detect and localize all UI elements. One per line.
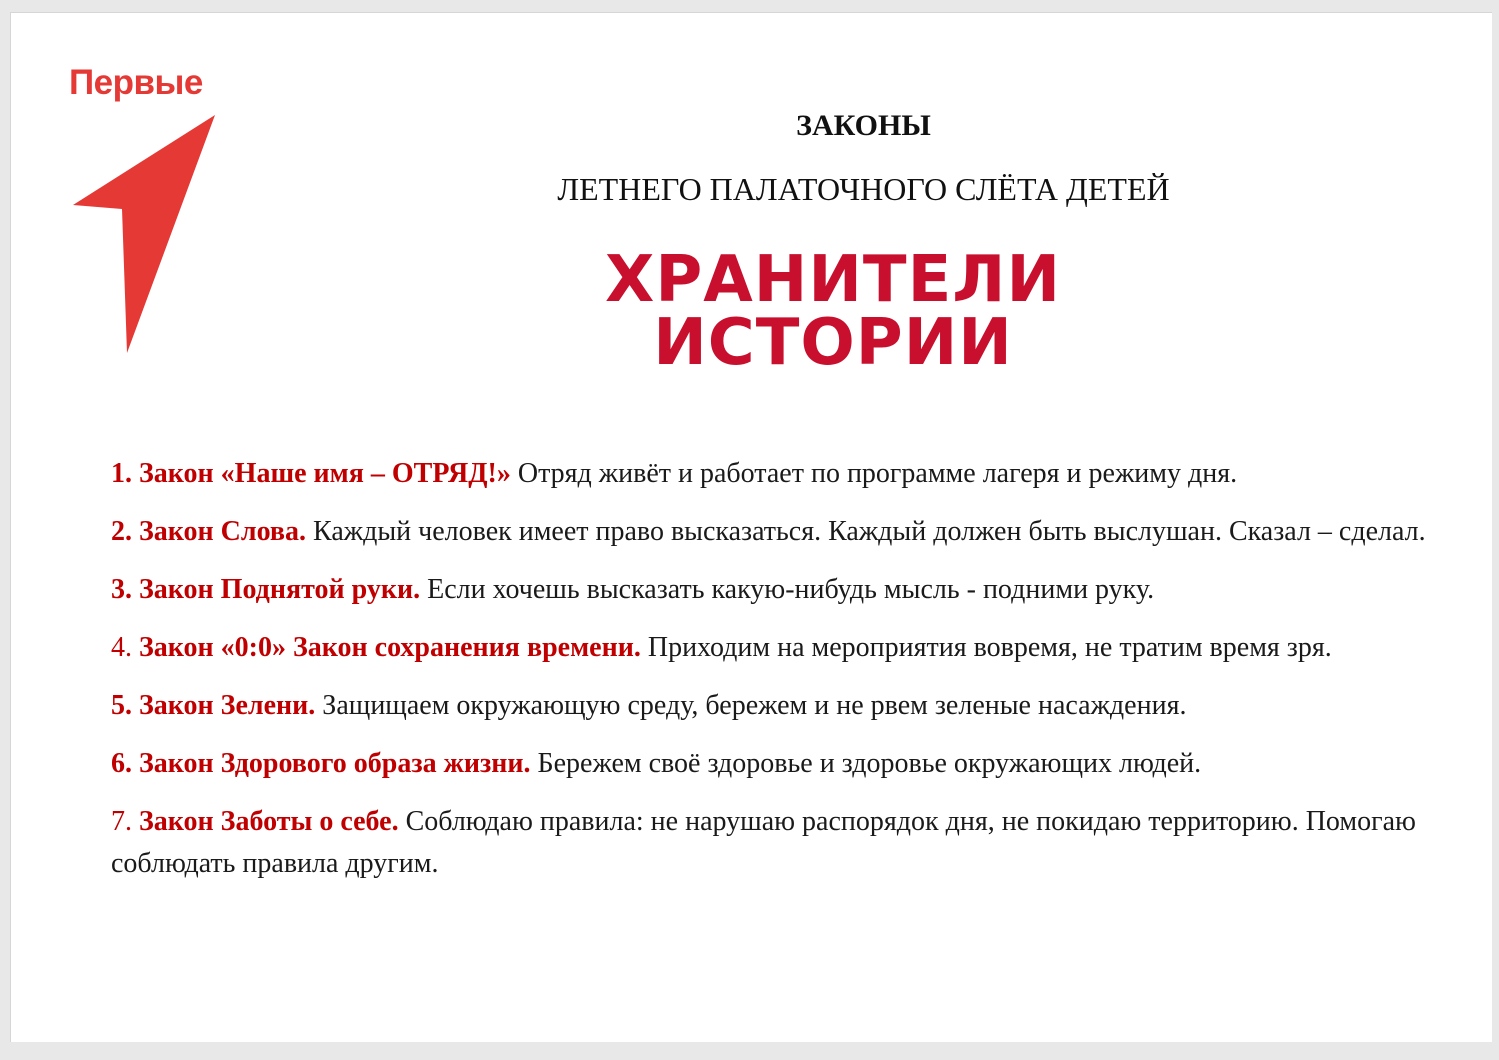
law-title: Закон Зелени. — [139, 690, 316, 721]
law-title: Закон Заботы о себе. — [139, 806, 399, 837]
law-number: 5. — [111, 690, 132, 721]
law-title: Закон Слова. — [139, 516, 307, 547]
law-text: Отряд живёт и работает по программе лагеря и режиму дня. — [517, 458, 1238, 489]
law-title: Закон «0:0» Закон сохранения времени. — [139, 632, 641, 663]
law-number: 1. — [111, 458, 132, 489]
laws-list — [111, 453, 1431, 901]
law-title: Закон «Наше имя – ОТРЯД!» — [139, 458, 511, 489]
event-logo-line-2: ИСТОРИИ — [653, 306, 1013, 380]
event-logo-line-1: ХРАНИТЕЛИ — [605, 243, 1061, 317]
law-title: Закон Поднятой руки. — [139, 574, 421, 605]
law-number: 3. — [111, 574, 132, 605]
law-text: Приходим на мероприятия вовремя, не тратим время зря. — [647, 632, 1332, 663]
law-item — [111, 801, 1431, 885]
law-number: 4. — [111, 632, 132, 663]
law-number: 2. — [111, 516, 132, 547]
logo-text: Первые — [69, 63, 203, 102]
law-number: 7. — [111, 806, 132, 837]
document-page — [10, 12, 1492, 1042]
law-item — [111, 453, 1431, 495]
red-arrow-one-icon — [69, 113, 219, 355]
page-subtitle: ЛЕТНЕГО ПАЛАТОЧНОГО СЛЁТА ДЕТЕЙ — [557, 171, 1170, 207]
law-text: Если хочешь высказать какую-нибудь мысль - подними руку. — [427, 574, 1155, 605]
law-item — [111, 511, 1431, 553]
law-item — [111, 627, 1431, 669]
law-text: Бережем своё здоровье и здоровье окружающих людей. — [537, 748, 1202, 779]
law-text: Соблюдаю правила: не нарушаю распорядок дня, не покидаю территорию. Помогаю соблюдать правила другим. — [111, 806, 1416, 879]
law-text: Каждый человек имеет право высказаться. Каждый должен быть выслушан. Сказал – сделал. — [313, 516, 1426, 547]
law-item — [111, 743, 1431, 785]
page-title: ЗАКОНЫ — [796, 109, 931, 142]
law-item — [111, 685, 1431, 727]
law-text: Защищаем окружающую среду, бережем и не рвем зеленые насаждения. — [322, 690, 1187, 721]
event-logo — [583, 243, 1083, 380]
law-number: 6. — [111, 748, 132, 779]
law-title: Закон Здорового образа жизни. — [139, 748, 531, 779]
law-item — [111, 569, 1431, 611]
